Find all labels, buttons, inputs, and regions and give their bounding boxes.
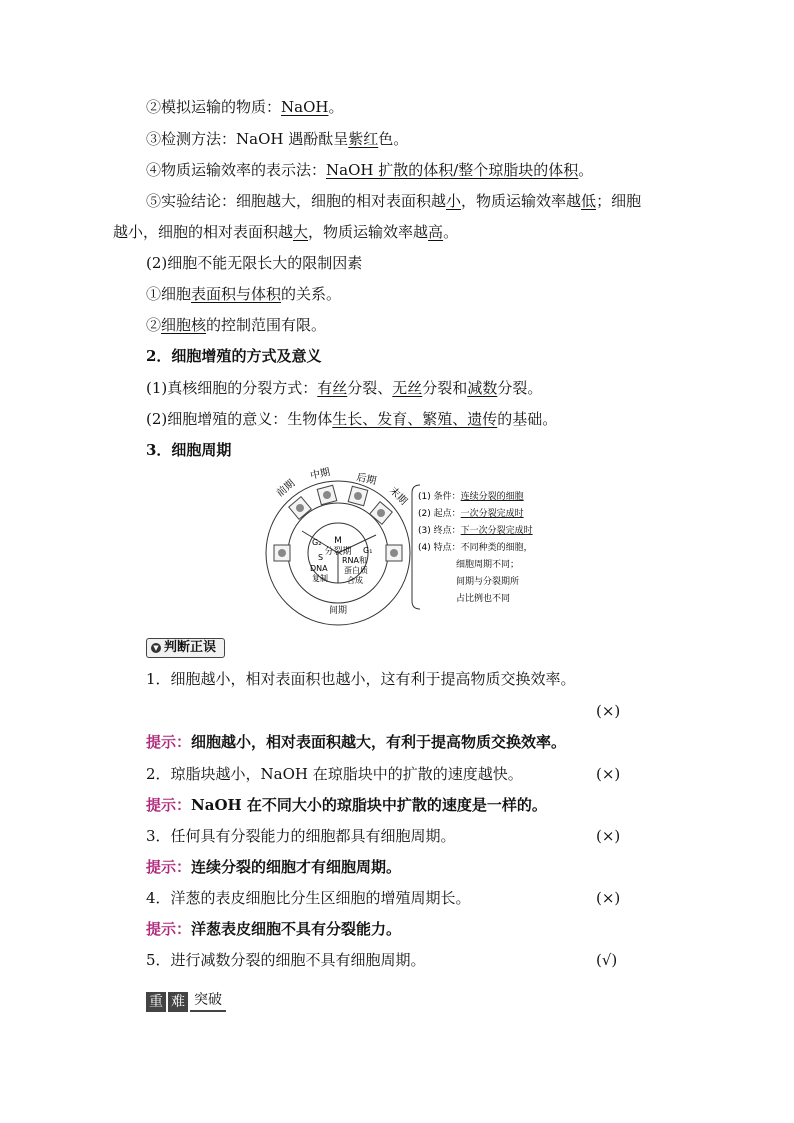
label-g1: G₁ bbox=[363, 546, 373, 555]
label-g2: G₂ bbox=[312, 538, 322, 547]
label-dna: DNA bbox=[310, 564, 328, 573]
judgment-q3: 3．任何具有分裂能力的细胞都具有细胞周期。 bbox=[146, 827, 456, 845]
judgment-q2: 2．琼脂块越小，NaOH 在琼脂块中的扩散的速度越快。 bbox=[146, 765, 523, 783]
chevron-down-icon: ▼ bbox=[151, 643, 161, 653]
note-end: (3) 终点：下一次分裂完成时 bbox=[418, 526, 533, 536]
note-start: (2) 起点：一次分裂完成时 bbox=[418, 509, 524, 519]
judgment-mark-4: (×) bbox=[596, 889, 621, 907]
judgment-badge: ▼ 判断正误 bbox=[146, 638, 225, 658]
cell-cycle-diagram bbox=[262, 463, 562, 628]
note-condition: (1) 条件：连续分裂的细胞 bbox=[418, 492, 524, 502]
heading-cell-cycle: 3．细胞周期 bbox=[146, 441, 232, 459]
label-m-phase: 分裂期 bbox=[324, 547, 352, 557]
line-efficiency-expression: ④物质运输效率的表示法：NaOH 扩散的体积/整个琼脂块的体积。 bbox=[146, 161, 594, 179]
note-feature-2: 细胞周期不同； bbox=[456, 560, 520, 570]
label-prophase: 前期 bbox=[274, 478, 298, 500]
section-heading-key-difficulties: 重 难 突破 bbox=[146, 990, 226, 1012]
judgment-hint-3: 提示：连续分裂的细胞才有细胞周期。 bbox=[146, 858, 402, 876]
label-synthesis: 合成 bbox=[347, 576, 363, 585]
line-limit-factors: (2)细胞不能无限长大的限制因素 bbox=[146, 254, 363, 272]
label-rna: RNA和 bbox=[342, 556, 368, 565]
label-replication: 复制 bbox=[312, 574, 328, 583]
note-feature: (4) 特点：不同种类的细胞， bbox=[418, 543, 533, 553]
judgment-mark-1: (×) bbox=[596, 702, 621, 720]
judgment-mark-2: (×) bbox=[596, 765, 621, 783]
judgment-hint-1: 提示：细胞越小，相对表面积越大，有利于提高物质交换效率。 bbox=[146, 733, 567, 751]
label-metaphase: 中期 bbox=[309, 467, 332, 482]
judgment-mark-5: (√) bbox=[596, 951, 618, 969]
judgment-q4: 4．洋葱的表皮细胞比分生区细胞的增殖周期长。 bbox=[146, 889, 471, 907]
judgment-hint-2: 提示：NaOH 在不同大小的琼脂块中扩散的速度是一样的。 bbox=[146, 796, 547, 814]
line-detect-method: ③检测方法：NaOH 遇酚酞呈紫红色。 bbox=[146, 130, 409, 148]
note-feature-4: 占比例也不同 bbox=[456, 594, 511, 604]
label-telophase: 末期 bbox=[386, 485, 409, 508]
judgment-q1: 1．细胞越小，相对表面积也越小，这有利于提高物质交换效率。 bbox=[146, 670, 576, 688]
label-protein: 蛋白质 bbox=[344, 566, 368, 575]
label-m: M bbox=[334, 536, 342, 546]
line-transport-substance: ②模拟运输的物质：NaOH。 bbox=[146, 98, 344, 116]
judgment-hint-4: 提示：洋葱表皮细胞不具有分裂能力。 bbox=[146, 920, 402, 938]
line-surface-volume: ①细胞表面积与体积的关系。 bbox=[146, 285, 342, 303]
judgment-q5: 5．进行减数分裂的细胞不具有细胞周期。 bbox=[146, 951, 426, 969]
heading-proliferation: 2．细胞增殖的方式及意义 bbox=[146, 347, 322, 365]
label-anaphase: 后期 bbox=[355, 472, 378, 488]
label-interphase: 间期 bbox=[328, 606, 348, 616]
label-s: S bbox=[318, 553, 324, 562]
line-conclusion-1: ⑤实验结论：细胞越大，细胞的相对表面积越小，物质运输效率越低；细胞 bbox=[146, 192, 642, 210]
line-conclusion-2: 越小，细胞的相对表面积越大，物质运输效率越高。 bbox=[113, 223, 459, 241]
note-feature-3: 间期与分裂期所 bbox=[456, 577, 520, 587]
line-division-modes: (1)真核细胞的分裂方式：有丝分裂、无丝分裂和减数分裂。 bbox=[146, 379, 543, 397]
judgment-mark-3: (×) bbox=[596, 827, 621, 845]
line-nucleus-control: ②细胞核的控制范围有限。 bbox=[146, 316, 327, 334]
line-proliferation-meaning: (2)细胞增殖的意义：生物体生长、发育、繁殖、遗传的基础。 bbox=[146, 410, 558, 428]
